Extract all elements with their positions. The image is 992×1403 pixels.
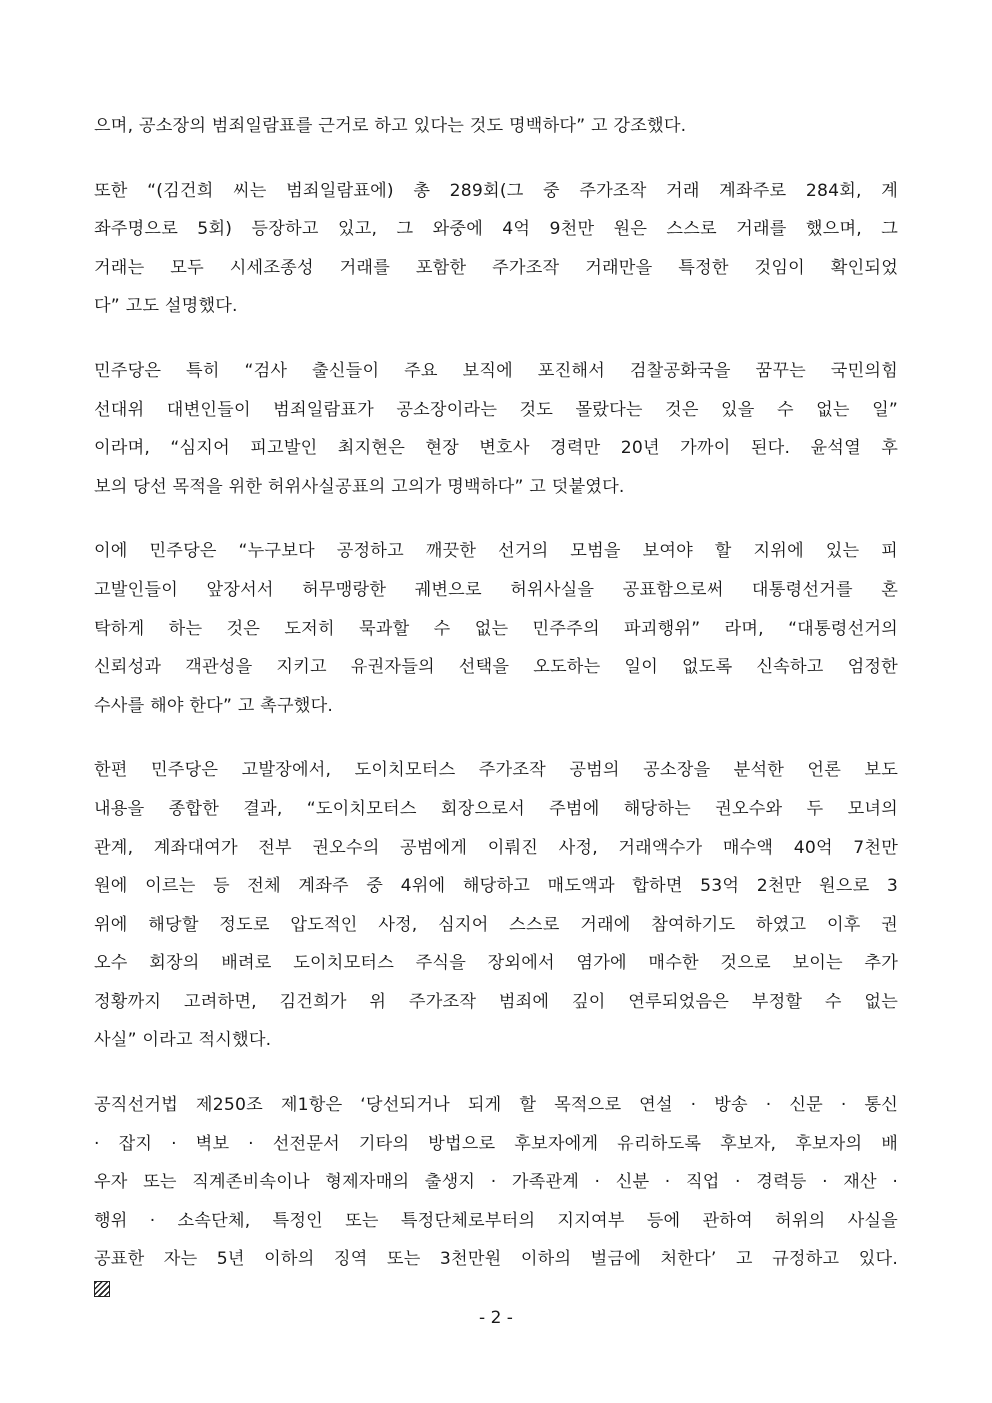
text-line: 사실” 이라고 적시했다.	[94, 1030, 272, 1051]
text-line: 좌주명으로 5회) 등장하고 있고, 그 와중에 4억 9천만 원은 스스로 거래를 했으며, 그	[94, 219, 898, 240]
paragraph-5	[94, 751, 898, 1060]
paragraph-1	[94, 107, 898, 146]
text-line: 보의 당선 목적을 위한 허위사실공표의 고의가 명백하다” 고 덧붙였다.	[94, 476, 625, 497]
text-line: 고발인들이 앞장서서 허무맹랑한 궤변으로 허위사실을 공표함으로써 대통령선거를 혼	[94, 579, 898, 600]
page-number: - 2 -	[479, 1308, 513, 1328]
text-line: 공표한 자는 5년 이하의 징역 또는 3천만원 이하의 벌금에 처한다’ 고 규정하고 있다.	[94, 1249, 898, 1270]
document-body	[94, 107, 898, 1297]
text-line: 거래는 모두 시세조종성 거래를 포함한 주가조작 거래만을 특정한 것임이 확인되었	[94, 257, 898, 278]
text-line: 우자 또는 직계존비속이나 형제자매의 출생지 · 가족관계 · 신분 · 직업 · 경력등 · 재산 ·	[94, 1172, 898, 1193]
text-line: 내용을 종합한 결과, “도이치모터스 회장으로서 주범에 해당하는 권오수와 두 모녀의	[94, 798, 898, 819]
text-line: 또한 “(김건희 씨는 범죄일람표에) 총 289회(그 중 주가조작 거래 계좌주로 284회, 계	[94, 180, 898, 201]
text-line: 공직선거법 제250조 제1항은 ‘당선되거나 되게 할 목적으로 연설 · 방송 · 신문 · 통신	[94, 1095, 898, 1116]
paragraph-3	[94, 352, 898, 506]
text-line: 민주당은 특히 “검사 출신들이 주요 보직에 포진해서 검찰공화국을 꿈꾸는 국민의힘	[94, 360, 898, 381]
text-line: 으며, 공소장의 범죄일람표를 근거로 하고 있다는 것도 명백하다” 고 강조했다.	[94, 116, 687, 136]
text-line: 이에 민주당은 “누구보다 공정하고 깨끗한 선거의 모범을 보여야 할 지위에 있는 피	[94, 541, 898, 562]
text-line: 이라며, “심지어 피고발인 최지현은 현장 변호사 경력만 20년 가까이 된다. 윤석열 후	[94, 438, 898, 459]
hatched-square-icon	[94, 1281, 110, 1297]
paragraph-6	[94, 1086, 898, 1297]
text-line: 신뢰성과 객관성을 지키고 유권자들의 선택을 오도하는 일이 없도록 신속하고 엄정한	[94, 657, 898, 678]
text-line: 수사를 해야 한다” 고 촉구했다.	[94, 695, 334, 716]
paragraph-4	[94, 532, 898, 725]
text-line: 관계, 계좌대여가 전부 권오수의 공범에게 이뤄진 사정, 거래액수가 매수액 40억 7천만	[94, 837, 898, 858]
text-line: 행위 · 소속단체, 특정인 또는 특정단체로부터의 지지여부 등에 관하여 허위의 사실을	[94, 1210, 898, 1231]
text-line: 정황까지 고려하면, 김건희가 위 주가조작 범죄에 깊이 연루되었음은 부정할 수 없는	[94, 991, 898, 1012]
text-line: 한편 민주당은 고발장에서, 도이치모터스 주가조작 공범의 공소장을 분석한 언론 보도	[94, 760, 898, 781]
text-line: 오수 회장의 배려로 도이치모터스 주식을 장외에서 염가에 매수한 것으로 보이는 추가	[94, 953, 898, 974]
text-line: 원에 이르는 등 전체 계좌주 중 4위에 해당하고 매도액과 합하면 53억 2천만 원으로 3	[94, 876, 898, 897]
paragraph-2	[94, 172, 898, 326]
text-line: 탁하게 하는 것은 도저히 묵과할 수 없는 민주주의 파괴행위” 라며, “대통령선거의	[94, 618, 898, 639]
text-line: 다” 고도 설명했다.	[94, 296, 238, 317]
text-line: 위에 해당할 정도로 압도적인 사정, 심지어 스스로 거래에 참여하기도 하였고 이후 권	[94, 914, 898, 935]
text-line: 선대위 대변인들이 범죄일람표가 공소장이라는 것도 몰랐다는 것은 있을 수 없는 일”	[94, 399, 898, 420]
text-line: · 잡지 · 벽보 · 선전문서 기타의 방법으로 후보자에게 유리하도록 후보자, 후보자의 배	[94, 1133, 898, 1154]
